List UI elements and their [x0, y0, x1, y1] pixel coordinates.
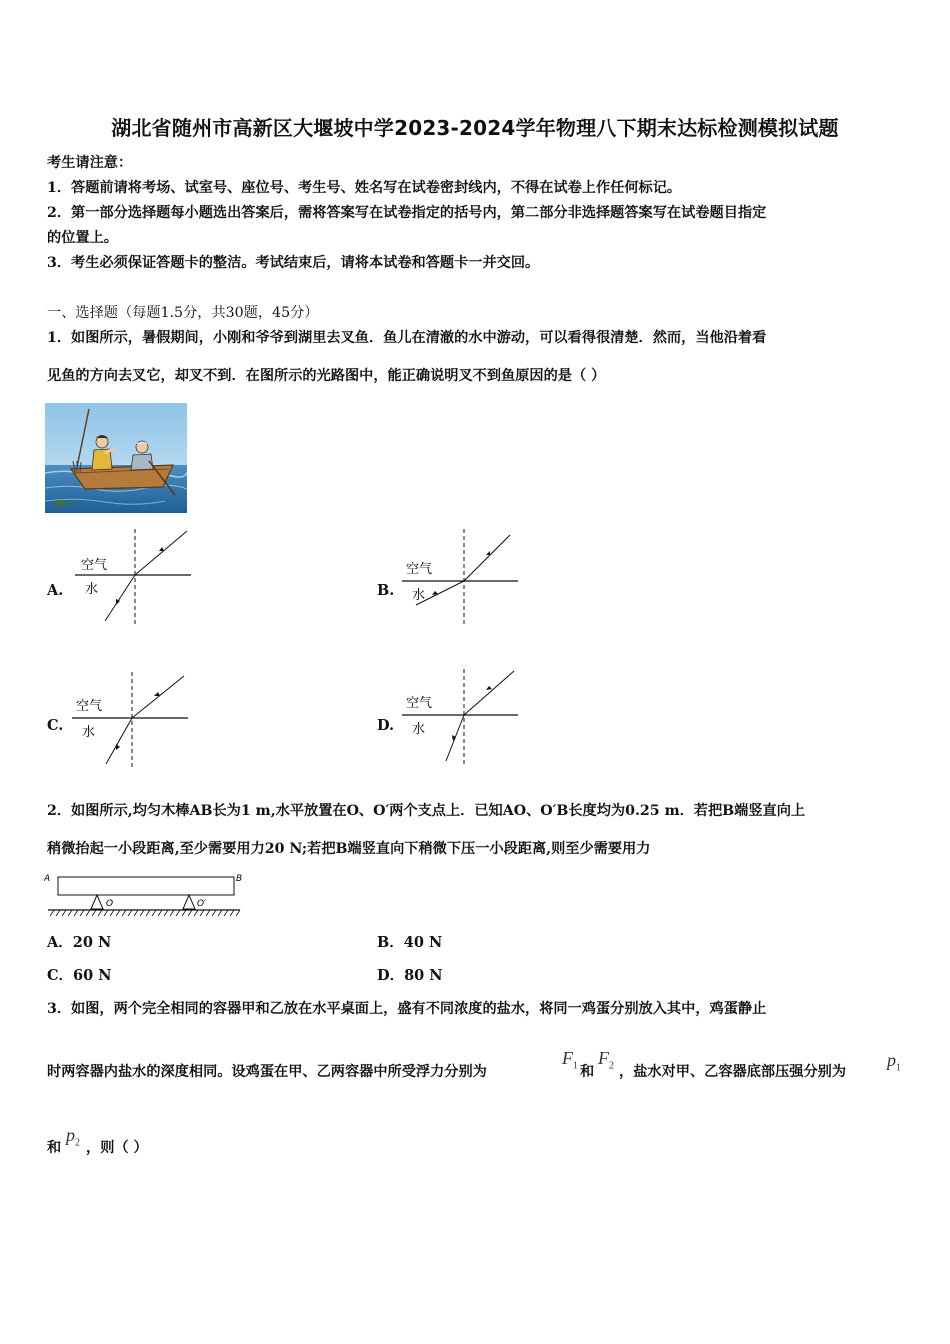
notice-item: 2．第一部分选择题每小题选出答案后，需将答案写在试卷指定的括号内，第二部分非选择题答案写在试卷题目指定: [47, 205, 767, 221]
q2-text-line1: 2．如图所示,均匀木棒AB长为1 m,水平放置在O、O′两个支点上．已知AO、O′B长度均为0.25 m．若把B端竖直向上: [47, 803, 806, 819]
f2-symbol: $F_2$: [598, 1048, 614, 1072]
section-heading: 一、选择题（每题1.5分，共30题，45分）: [47, 305, 319, 321]
option-c-diagram: [72, 670, 192, 770]
q1-text-line2: 见鱼的方向去叉它，却叉不到．在图所示的光路图中，能正确说明叉不到鱼原因的是（ ）: [47, 368, 606, 384]
p1-symbol: $p_1$: [887, 1050, 901, 1074]
q3-text-line3-b: ，则（ ）: [86, 1140, 148, 1156]
label-a: A: [44, 874, 51, 884]
p2-symbol: $p_2$: [66, 1125, 80, 1149]
water-label: 水: [85, 582, 99, 597]
notice-heading: 考生请注意：: [47, 155, 133, 171]
label-b: B: [236, 874, 243, 884]
fishing-illustration: [45, 403, 187, 513]
f1-symbol: $F_1$: [562, 1048, 578, 1072]
q2-option-a: A．20 N: [47, 934, 112, 951]
q3-text-line1: 3．如图，两个完全相同的容器甲和乙放在水平桌面上，盛有不同浓度的盐水，将同一鸡蛋分别放入其中，鸡蛋静止: [47, 1001, 767, 1017]
q1-text-line1: 1．如图所示，暑假期间，小刚和爷爷到湖里去叉鱼．鱼儿在清澈的水中游动，可以看得很清楚．然而，当他沿着看: [47, 330, 767, 346]
label-o: O: [106, 899, 114, 909]
water-label: 水: [82, 725, 96, 740]
q2-text-line2: 稍微抬起一小段距离,至少需要用力20 N;若把B端竖直向下稍微下压一小段距离,则至少需要用力: [47, 841, 651, 857]
option-d-diagram: [402, 667, 522, 767]
q2-option-b: B．40 N: [377, 934, 443, 951]
q3-text-line3-a: 和: [47, 1140, 62, 1156]
page-title: 湖北省随州市高新区大堰坡中学2023-2024学年物理八下期末达标检测模拟试题: [111, 116, 839, 140]
option-b-label: B.: [377, 582, 395, 599]
notice-item: 3．考生必须保证答题卡的整洁。考试结束后，请将本试卷和答题卡一并交回。: [47, 255, 540, 271]
q3-text-line2-b: 和: [580, 1064, 595, 1080]
q3-text-line2-c: ，盐水对甲、乙容器底部压强分别为: [619, 1064, 847, 1080]
q2-option-d: D．80 N: [377, 967, 443, 984]
air-label: 空气: [81, 558, 108, 573]
option-a-label: A.: [47, 582, 64, 599]
notice-item: 的位置上。: [47, 230, 118, 246]
option-d-label: D.: [377, 717, 395, 734]
notice-item: 1．答题前请将考场、试室号、座位号、考生号、姓名写在试卷密封线内，不得在试卷上作任何标记。: [47, 180, 682, 196]
lever-diagram: [44, 872, 249, 922]
option-a-diagram: [75, 527, 195, 627]
option-b-diagram: [402, 527, 522, 627]
q2-option-c: C．60 N: [47, 967, 112, 984]
label-o-prime: O′: [197, 899, 207, 909]
air-label: 空气: [406, 562, 433, 577]
air-label: 空气: [76, 699, 103, 714]
option-c-label: C.: [47, 717, 64, 734]
water-label: 水: [412, 588, 426, 603]
q3-text-line2-a: 时两容器内盐水的深度相同。设鸡蛋在甲、乙两容器中所受浮力分别为: [47, 1064, 487, 1080]
air-label: 空气: [406, 696, 433, 711]
water-label: 水: [412, 722, 426, 737]
